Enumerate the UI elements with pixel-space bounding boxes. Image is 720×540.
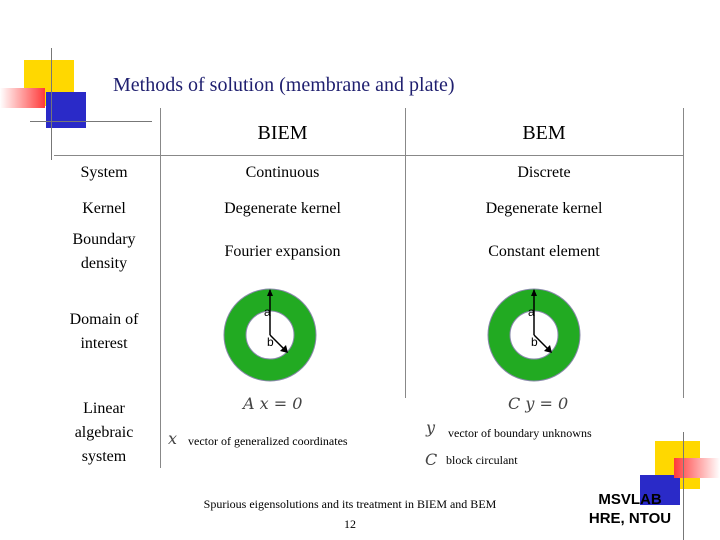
deco-red-bar-bottom bbox=[674, 458, 720, 478]
label-b: b bbox=[267, 335, 274, 349]
row-label-kernel: Kernel bbox=[82, 200, 126, 217]
column-header-bem: BEM bbox=[522, 122, 566, 144]
lab-name-line1: MSVLAB bbox=[598, 491, 662, 508]
slide-title: Methods of solution (membrane and plate) bbox=[113, 74, 455, 96]
table-divider-right bbox=[683, 108, 684, 398]
label-b: b bbox=[531, 335, 538, 349]
biem-var-x: x bbox=[168, 429, 178, 448]
cell-boundary-biem: Fourier expansion bbox=[224, 243, 341, 260]
deco-horizontal-line-top bbox=[30, 121, 152, 122]
label-a: a bbox=[528, 305, 535, 319]
bem-var-c: C bbox=[425, 450, 438, 469]
label-a: a bbox=[264, 305, 271, 319]
row-label-boundary-density: Boundary density bbox=[72, 231, 136, 272]
table-divider-left bbox=[160, 108, 161, 468]
page-number: 12 bbox=[344, 517, 356, 531]
cell-kernel-biem: Degenerate kernel bbox=[224, 200, 341, 217]
bem-var-c-description: block circulant bbox=[446, 453, 518, 467]
cell-kernel-bem: Degenerate kernel bbox=[485, 200, 603, 217]
cell-boundary-bem: Constant element bbox=[488, 243, 600, 260]
biem-annulus-diagram bbox=[222, 287, 318, 383]
row-label-domain: Domain of interest bbox=[69, 311, 139, 352]
cell-system-biem: Continuous bbox=[245, 164, 320, 181]
bem-var-y-description: vector of boundary unknowns bbox=[448, 426, 592, 440]
lab-name-line2: HRE, NTOU bbox=[588, 510, 672, 527]
row-label-system: System bbox=[80, 164, 128, 181]
bem-annulus-diagram bbox=[486, 287, 582, 383]
table-top-line bbox=[54, 155, 684, 156]
footer-caption: Spurious eigensolutions and its treatment in BIEM and BEM bbox=[203, 497, 497, 511]
column-header-biem: BIEM bbox=[257, 122, 308, 144]
biem-var-description: vector of generalized coordinates bbox=[188, 434, 348, 448]
deco-blue-square-top bbox=[46, 92, 86, 128]
deco-vertical-line-top bbox=[51, 48, 52, 160]
deco-red-bar-top bbox=[0, 88, 45, 108]
bem-var-y: y bbox=[426, 418, 436, 437]
biem-equation: A x = 0 bbox=[243, 394, 303, 413]
bem-equation: C y = 0 bbox=[508, 394, 569, 413]
row-label-linear-system: Linear algebraic system bbox=[74, 400, 134, 465]
cell-system-bem: Discrete bbox=[517, 164, 571, 181]
